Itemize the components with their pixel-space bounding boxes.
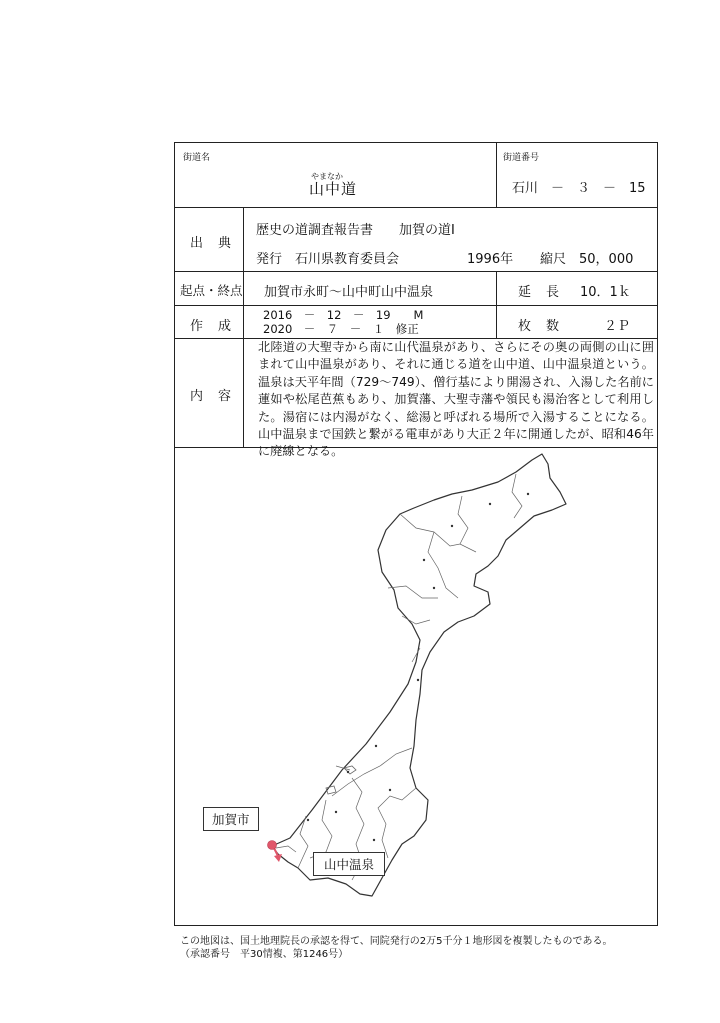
revision-date: 2020 － ７ － １ 修正 xyxy=(263,322,419,336)
route-name: 山中道 xyxy=(309,180,358,198)
route-label: 起点・終点 xyxy=(180,283,243,298)
rule-header-bottom xyxy=(174,207,658,208)
source-label: 出 典 xyxy=(190,236,233,251)
source-scale: 縮尺 50，000 xyxy=(540,252,634,267)
town-dots xyxy=(307,493,529,841)
source-year: 1996年 xyxy=(467,252,514,267)
creation-date: 2016 － 12 － 19 M xyxy=(263,308,424,322)
ishikawa-map xyxy=(176,448,656,924)
rule-source-bottom xyxy=(174,271,658,272)
prefecture-outline xyxy=(272,454,566,896)
rule-route-bottom xyxy=(174,305,658,306)
municipal-boundaries xyxy=(276,474,522,880)
creation-label: 作 成 xyxy=(190,319,233,334)
route-name-label: 街道名 xyxy=(183,153,211,163)
lagoon-shapes xyxy=(326,766,356,794)
route-value: 加賀市永町～山中町山中温泉 xyxy=(264,285,434,300)
length-label: 延 長 xyxy=(518,285,561,300)
route-number: 石川 － ３ － 15 xyxy=(512,181,646,196)
contents-label: 内 容 xyxy=(190,389,233,404)
map-notice: この地図は、国土地理院長の承認を得て、同院発行の2万5千分１地形図を複製したものである。 xyxy=(180,936,613,947)
sheets-value: ２Ｐ xyxy=(604,319,631,334)
rule-right-column xyxy=(496,271,497,338)
callout-end: 山中温泉 xyxy=(313,852,385,876)
rule-label-column xyxy=(243,207,244,447)
sheets-label: 枚 数 xyxy=(518,319,561,334)
route-start-pin xyxy=(268,841,277,850)
route-number-label: 街道番号 xyxy=(503,153,540,163)
approval-number: （承認番号 平30情複、第1246号） xyxy=(180,949,349,960)
callout-start: 加賀市 xyxy=(203,807,259,831)
route-arrow-head xyxy=(274,854,282,862)
source-title: 歴史の道調査報告書 加賀の道Ⅰ xyxy=(256,223,455,238)
rule-header-divider xyxy=(496,142,497,207)
source-publisher: 発行 石川県教育委員会 xyxy=(256,252,400,267)
contents-text: 北陸道の大聖寺から南に山代温泉があり、さらにその奥の両側の山に囲まれて山中温泉があり、それに通じる道を山中道、山中温泉道という。温泉は天平年間（729～749）、僧行基により開湯され、入湯した名前に蓮如や松尾芭蕉もあり、加賀藩、大聖寺藩や領民も湯治客として利用した。湯宿には内湯がなく、総湯と呼ばれる場所で入湯することになる。山中温泉まで国鉄と繋がる電車があり大正２年に開通したが、昭和46年に廃線となる。 xyxy=(258,340,654,459)
route-name-ruby: やまなか xyxy=(311,172,343,181)
length-value: 10．1ｋ xyxy=(580,285,631,300)
